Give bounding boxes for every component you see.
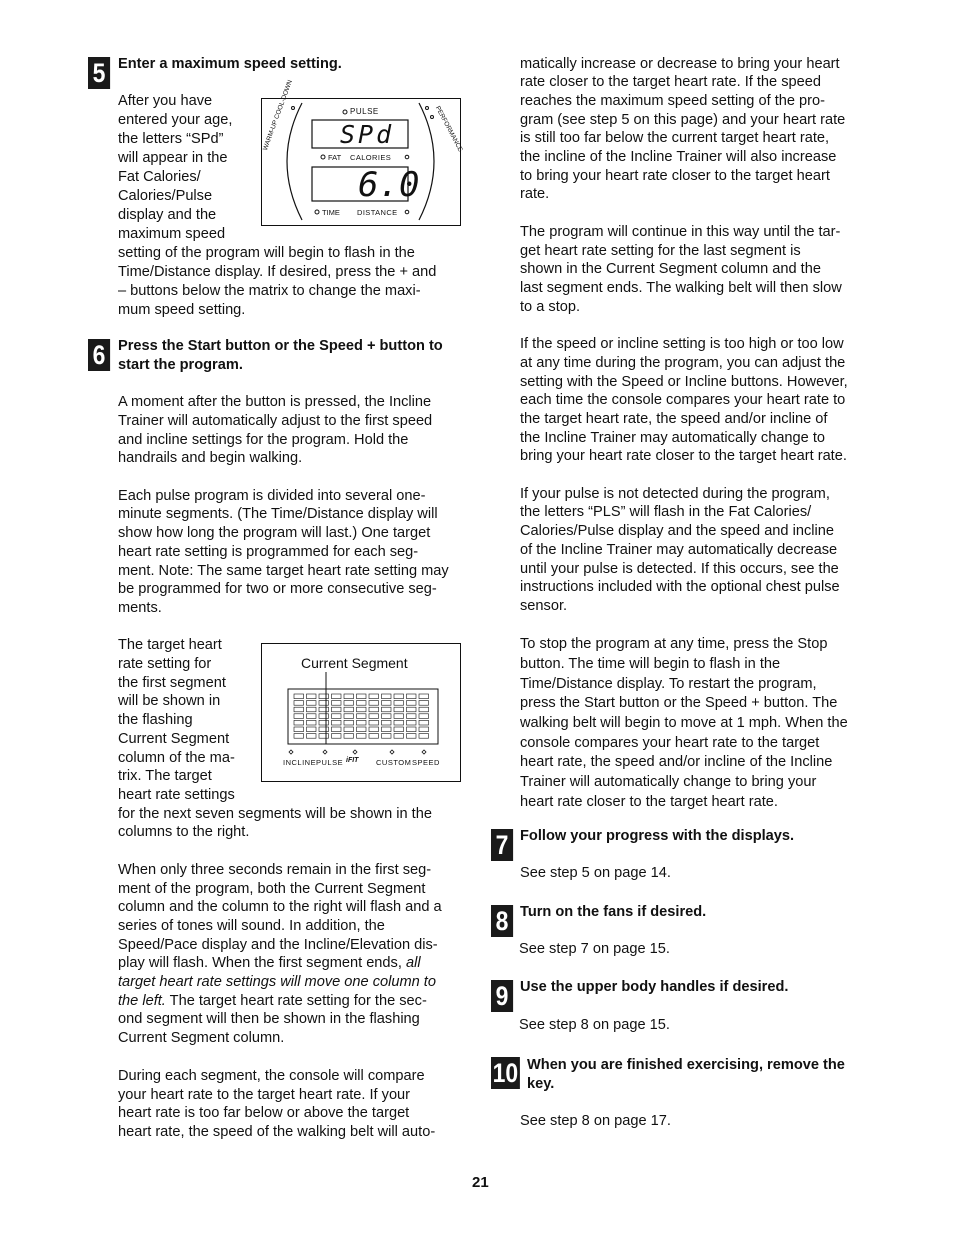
text-line: Speed/Pace display and the Incline/Elevation dis-: [118, 937, 438, 953]
text-line: will be shown in: [118, 693, 221, 709]
text-span: play will flash. When the first segment ends,: [118, 955, 402, 971]
speed-label: SPEED: [412, 758, 440, 767]
text-line: Trainer will automatically adjust to the first speed: [118, 413, 433, 429]
performance-arc-label: PERFORMANCE: [433, 105, 464, 153]
text-line: If your pulse is not detected during the program,: [520, 486, 830, 502]
step-6-heading-cont: start the program.: [118, 357, 243, 373]
text-line: show how long the program will last.) One target: [118, 525, 431, 541]
ifit-logo: iFIT: [346, 757, 359, 764]
text-line: be programmed for two or more consecutive seg-: [118, 581, 437, 597]
custom-label: CUSTOM: [376, 758, 412, 767]
text-line: minute segments. (The Time/Distance display will: [118, 506, 438, 522]
text-line: setting with the Speed or Incline buttons. However,: [520, 374, 848, 390]
bottom-display-value: 6.0: [358, 165, 420, 205]
incline-label: INCLINE: [283, 758, 317, 767]
text-line: [118, 992, 427, 1011]
text-line: rate closer to the target heart rate. If the speed: [520, 74, 821, 90]
text-line: column of the ma-: [118, 750, 235, 766]
text-line: Time/Distance display. To restart the program,: [520, 676, 817, 692]
text-line: button. The time will begin to flash in the: [520, 656, 781, 672]
text-line: setting of the program will begin to flash in the: [118, 245, 415, 261]
text-line: the target heart rate, the speed and/or incline of: [520, 411, 828, 427]
text-line: for the next seven segments will be shown in the: [118, 806, 432, 822]
step-10-badge: 10: [492, 1057, 519, 1088]
text-line: press the Start button or the Speed + button. The: [520, 695, 838, 711]
text-line: mum speed setting.: [118, 302, 246, 318]
text-line: last segment ends. The walking belt will then slow: [520, 280, 842, 296]
text-line: the incline of the Incline Trainer will also increase: [520, 149, 837, 165]
text-line: heart rate closer to the target heart rate.: [520, 794, 778, 810]
text-line: Time/Distance display. If desired, press the + and: [118, 264, 437, 280]
text-line: heart rate, the speed and/or incline of the Incline: [520, 754, 833, 770]
text-line: sensor.: [520, 598, 568, 614]
text-line: During each segment, the console will compare: [118, 1068, 425, 1084]
fat-label: FAT: [328, 153, 342, 162]
step-6-badge: 6: [88, 339, 110, 371]
text-line: at any time during the program, you can adjust the: [520, 355, 846, 371]
text-line: series of tones will sound. In addition, the: [118, 918, 385, 934]
text-line: The program will continue in this way until the tar-: [520, 224, 841, 240]
text-line: the letters “SPd”: [118, 131, 224, 147]
text-line: ment of the program, both the Current Segment: [118, 881, 426, 897]
text-line: [118, 973, 436, 992]
text-line: After you have: [118, 93, 213, 109]
italic-span: all: [401, 955, 421, 971]
text-line: When only three seconds remain in the first seg-: [118, 862, 432, 878]
step-9-heading: Use the upper body handles if desired.: [520, 979, 789, 995]
text-line: The target heart: [118, 637, 222, 653]
text-line: until your pulse is detected. If this occurs, see the: [520, 561, 839, 577]
pulse-label: PULSE: [316, 758, 344, 767]
step-7-heading: Follow your progress with the displays.: [520, 828, 795, 844]
text-line: reaches the maximum speed setting of the pro-: [520, 93, 826, 109]
text-line: ment. Note: The same target heart rate setting may: [118, 563, 449, 579]
text-line: rate.: [520, 186, 550, 202]
step-9-badge: 9: [491, 980, 513, 1012]
text-line: will appear in the: [118, 150, 228, 166]
text-line: and incline settings for the program. Hold the: [118, 432, 409, 448]
page-number: 21: [472, 1174, 489, 1191]
text-line: walking belt will begin to move at 1 mph. When the: [520, 715, 848, 731]
text-line: rate setting for: [118, 656, 212, 672]
text-span: The target heart rate setting for the sec-: [165, 993, 427, 1009]
text-line: the flashing: [118, 712, 193, 728]
text-line: get heart rate setting for the last segment is: [520, 243, 801, 259]
text-line: gram (see step 5 on this page) and your heart rate: [520, 112, 846, 128]
text-line: instructions included with the optional chest pulse: [520, 579, 840, 595]
text-line: Calories/Pulse: [118, 188, 213, 204]
text-line: console compares your heart rate to the target: [520, 735, 820, 751]
text-line: heart rate setting is programmed for each seg-: [118, 544, 419, 560]
step-5-badge: 5: [88, 57, 110, 89]
text-line: columns to the right.: [118, 824, 250, 840]
text-line: A moment after the button is pressed, the Incline: [118, 394, 432, 410]
text-line: bring your heart rate closer to the target heart rate.: [520, 448, 847, 464]
text-line: – buttons below the matrix to change the maxi-: [118, 283, 421, 299]
text-line: display and the: [118, 207, 217, 223]
distance-label: DISTANCE: [357, 208, 398, 217]
italic-span: the left.: [118, 993, 166, 1009]
text-line: of the Incline Trainer may automatically decrease: [520, 542, 838, 558]
text-line: the letters “PLS” will flash in the Fat Calories/: [520, 504, 812, 520]
text-line: Fat Calories/: [118, 169, 201, 185]
text-line: handrails and begin walking.: [118, 450, 303, 466]
text-line: Current Segment column.: [118, 1030, 285, 1046]
text-line: If the speed or incline setting is too high or too low: [520, 336, 844, 352]
text-line: ond segment will then be shown in the flashing: [118, 1011, 420, 1027]
step-10-body: See step 8 on page 17.: [520, 1113, 671, 1129]
step-5-heading: Enter a maximum speed setting.: [118, 56, 342, 72]
text-line: Trainer will automatically change to bring your: [520, 774, 817, 790]
text-line: heart rate is too far below or above the target: [118, 1105, 410, 1121]
step-7-body: See step 5 on page 14.: [520, 865, 671, 881]
text-line: [118, 954, 421, 973]
time-label: TIME: [322, 208, 340, 217]
text-line: your heart rate to the target heart rate. If your: [118, 1087, 411, 1103]
text-line: entered your age,: [118, 112, 233, 128]
text-line: maximum speed: [118, 226, 226, 242]
step-9-body: See step 8 on page 15.: [519, 1017, 670, 1033]
top-display-value: SPd: [340, 120, 395, 149]
console-display-figure: [261, 79, 464, 226]
step-7-badge: 7: [491, 829, 513, 861]
step-8-body: See step 7 on page 15.: [519, 941, 670, 957]
text-line: each time the console compares your heart rate to: [520, 392, 846, 408]
text-line: Current Segment: [118, 731, 230, 747]
text-line: matically increase or decrease to bring your heart: [520, 56, 840, 72]
text-line: ments.: [118, 600, 162, 616]
step-10-heading: When you are finished exercising, remove the: [527, 1057, 845, 1073]
matrix-figure: [261, 643, 461, 782]
text-line: to bring your heart rate closer to the target heart: [520, 168, 830, 184]
step-6-heading: Press the Start button or the Speed + button to: [118, 338, 443, 354]
current-segment-caption: Current Segment: [301, 655, 408, 671]
text-line: Each pulse program is divided into several one-: [118, 488, 426, 504]
step-8-badge: 8: [491, 905, 513, 937]
text-line: heart rate, the speed of the walking belt will auto-: [118, 1124, 436, 1140]
text-line: the Incline Trainer may automatically change to: [520, 430, 826, 446]
text-line: heart rate settings: [118, 787, 235, 803]
text-line: Calories/Pulse display and the speed and incline: [520, 523, 834, 539]
pulse-label: PULSE: [350, 107, 379, 116]
text-line: is still too far below the current target heart rate,: [520, 130, 830, 146]
warmup-cooldown-arc-label: WARM-UP COOL-DOWN: [262, 79, 295, 152]
text-line: to a stop.: [520, 299, 581, 315]
text-line: column and the column to the right will flash and a: [118, 899, 442, 915]
text-line: To stop the program at any time, press the Stop: [520, 636, 828, 652]
calories-label: CALORIES: [350, 153, 392, 162]
text-line: the first segment: [118, 675, 226, 691]
text-line: trix. The target: [118, 768, 212, 784]
step-8-heading: Turn on the fans if desired.: [520, 904, 707, 920]
text-line: shown in the Current Segment column and the: [520, 261, 821, 277]
italic-span: target heart rate settings will move one column to: [118, 974, 436, 990]
step-10-heading-cont: key.: [527, 1076, 555, 1092]
